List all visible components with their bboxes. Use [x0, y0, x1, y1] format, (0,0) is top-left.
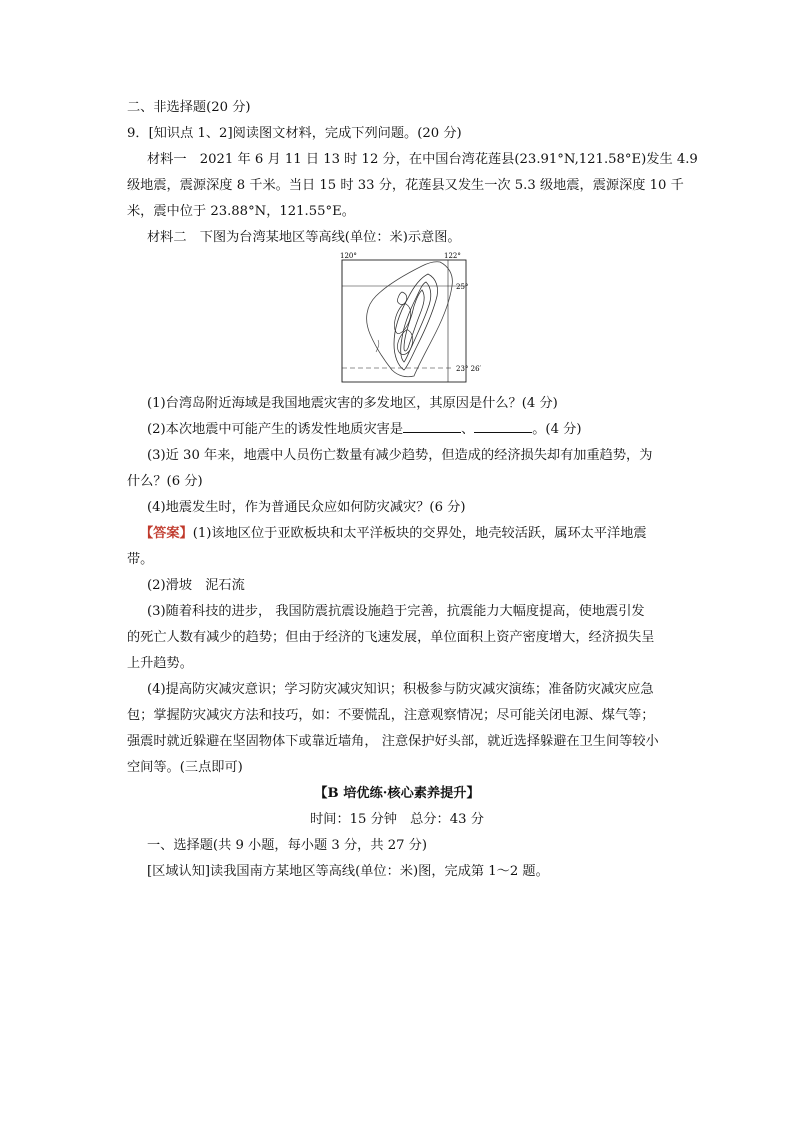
- sub-question-1: (1)台湾岛附近海域是我国地震灾害的多发地区，其原因是什么？(4 分): [147, 396, 558, 411]
- contour-6: [397, 292, 406, 305]
- sub-question-3-line-2: 什么？(6 分): [127, 474, 203, 489]
- sub-question-2-text: (2)本次地震中可能产生的诱发性地质灾害是: [147, 422, 404, 437]
- answer-tag: 【答案】: [140, 526, 193, 541]
- taiwan-contour-map: [336, 252, 482, 384]
- answer-2: (2)滑坡 泥石流: [147, 578, 245, 593]
- section2-title: 二、非选择题(20 分): [127, 100, 251, 115]
- sub-question-2-end: 。(4 分): [532, 422, 582, 437]
- contour-1: [394, 274, 438, 370]
- question-9-stem: 9．[知识点 1、2]阅读图文材料，完成下列问题。(20 分): [127, 126, 462, 141]
- blank-2[interactable]: [474, 420, 532, 433]
- sub-question-2: [147, 418, 582, 437]
- section-b-title: 【B 培优练·核心素养提升】: [314, 786, 480, 801]
- sub-question-3-line-1: (3)近 30 年来，地震中人员伤亡数量有减少趋势，但造成的经济损失却有加重趋势，为: [147, 448, 653, 463]
- material-2: 材料二 下图为台湾某地区等高线(单位：米)示意图。: [147, 230, 461, 245]
- material-1-line-2: 级地震，震源深度 8 千米。当日 15 时 33 分，花莲县又发生一次 5.3 级地震，震源深度 10 千: [127, 178, 684, 193]
- blank-1[interactable]: [403, 420, 461, 433]
- lat-top-label: 25°: [456, 283, 469, 291]
- section1-title: 一、选择题(共 9 小题，每小题 3 分，共 27 分): [147, 838, 428, 853]
- section-b-time: 时间：15 分钟 总分：43 分: [310, 812, 484, 827]
- answer-4-line-1: (4)提高防灾减灾意识；学习防灾减灾知识；积极参与防灾减灾演练；准备防灾减灾应急: [147, 682, 654, 697]
- material-1-line-1: 材料一 2021 年 6 月 11 日 13 时 12 分，在中国台湾花莲县(23.91°N,121.58°E)发生 4.9: [147, 152, 698, 167]
- answer-1-line-1: [140, 522, 647, 541]
- sub-question-2-sep: 、: [461, 422, 475, 437]
- answer-3-line-2: 的死亡人数有减少的趋势；但由于经济的飞速发展，单位面积上资产密度增大，经济损失呈: [127, 630, 655, 645]
- sub-question-4: (4)地震发生时，作为普通民众应如何防灾减灾？(6 分): [147, 500, 466, 515]
- answer-4-line-4: 空间等。(三点即可): [127, 760, 243, 775]
- answer-3-line-3: 上升趋势。: [127, 656, 193, 671]
- island-outline: [367, 262, 453, 377]
- answer-4-line-3: 强震时就近躲避在坚固物体下或靠近墙角， 注意保护好头部，就近选择躲避在卫生间等较小: [127, 734, 659, 749]
- lon-right-label: 122°: [444, 252, 461, 260]
- answer-4-line-2: 包；掌握防灾减灾方法和技巧，如：不要慌乱，注意观察情况；尽可能关闭电源、煤气等；: [127, 708, 655, 723]
- intro-text: [区域认知]读我国南方某地区等高线(单位：米)图，完成第 1～2 题。: [147, 864, 549, 879]
- lat-bottom-label: 23° 26′: [456, 365, 482, 373]
- lon-left-label: 120°: [340, 252, 357, 260]
- answer-1-line-2: 带。: [127, 552, 154, 567]
- answer-1-text: (1)该地区位于亚欧板块和太平洋板块的交界处，地壳较活跃，属环太平洋地震: [192, 526, 647, 541]
- material-1-line-3: 米，震中位于 23.88°N，121.55°E。: [127, 204, 355, 219]
- answer-3-line-1: (3)随着科技的进步， 我国防震抗震设施趋于完善，抗震能力大幅度提高，使地震引发: [147, 604, 645, 619]
